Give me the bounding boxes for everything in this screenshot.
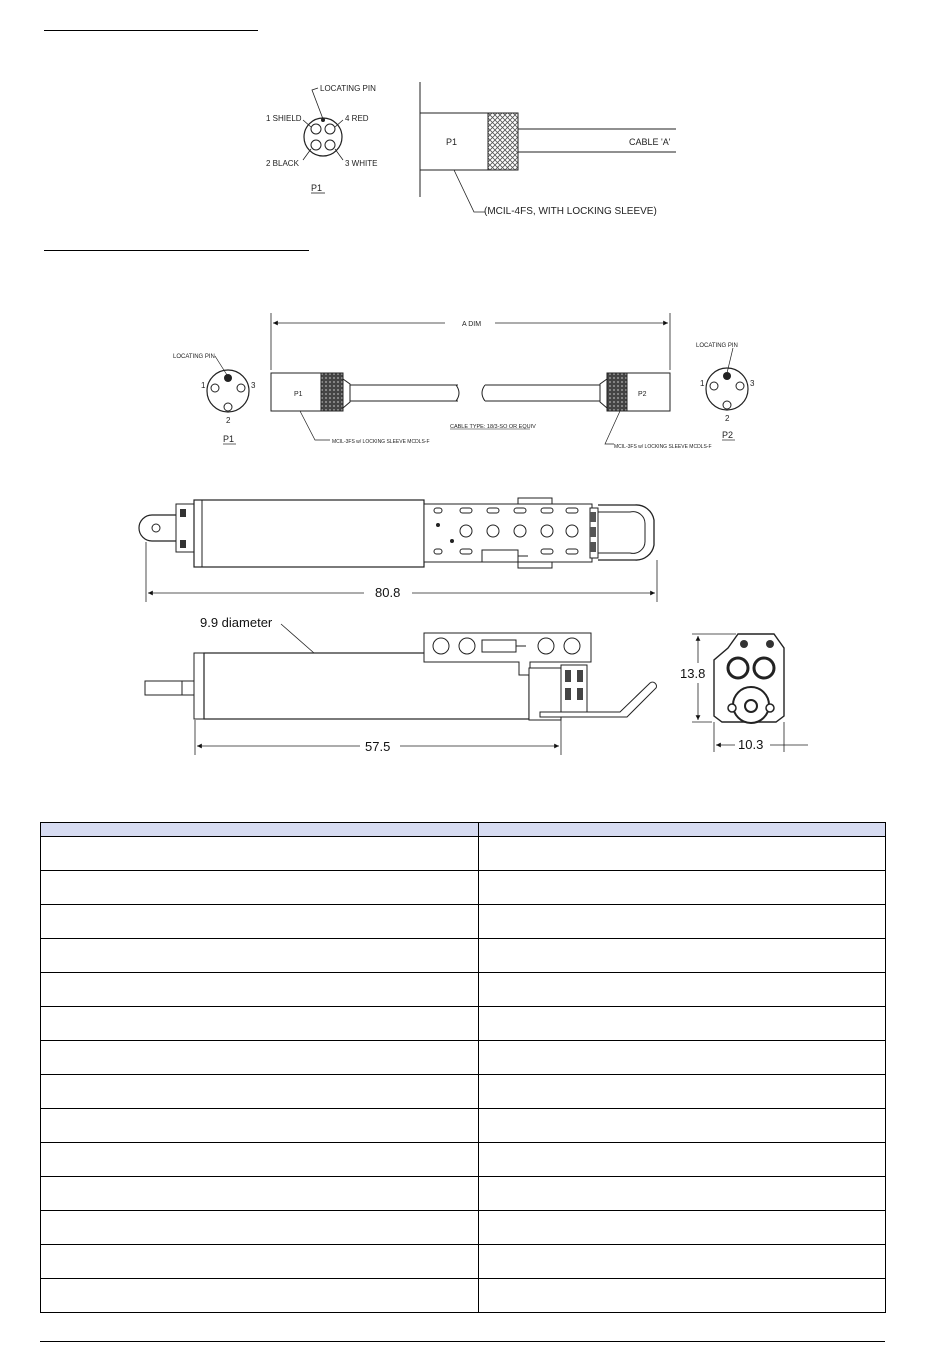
p2-right-label: P2 — [722, 430, 734, 440]
table-cell — [479, 1109, 886, 1143]
table-row — [41, 1177, 886, 1211]
height-label: 13.8 — [680, 666, 706, 681]
table-row — [41, 1109, 886, 1143]
table-cell — [479, 973, 886, 1007]
length-body-label: 57.5 — [365, 739, 391, 754]
diameter-label: 9.9 diameter — [200, 615, 273, 630]
table-cell — [41, 1007, 479, 1041]
length-total-label: 80.8 — [375, 585, 401, 600]
table-row — [41, 1075, 886, 1109]
locating-pin-left-label: LOCATING PIN — [173, 354, 215, 360]
pin1-left: 1 — [201, 381, 206, 390]
mcil-4fs-callout: (MCIL-4FS, WITH LOCKING SLEEVE) — [484, 206, 657, 217]
table-cell — [41, 1177, 479, 1211]
table-cell — [479, 871, 886, 905]
table-cell — [41, 1041, 479, 1075]
table-cell — [479, 1075, 886, 1109]
table-cell — [479, 1177, 886, 1211]
table-row — [41, 1245, 886, 1279]
probe-side-view — [145, 624, 656, 720]
table-row — [41, 905, 886, 939]
table-cell — [479, 1143, 886, 1177]
cable-a-plug — [420, 82, 676, 212]
footer-rule — [40, 1341, 885, 1342]
table-cell — [479, 1211, 886, 1245]
pin2-left: 2 — [226, 416, 231, 425]
cable-type-label: CABLE TYPE: 18/3-SO OR EQUIV — [450, 424, 536, 430]
table-cell — [41, 1279, 479, 1313]
table-row — [41, 1143, 886, 1177]
connector-3pin-face-left — [207, 356, 249, 444]
table-header-row — [41, 823, 886, 837]
pin3-right: 3 — [750, 379, 755, 388]
table-cell — [41, 1143, 479, 1177]
table-cell — [479, 1245, 886, 1279]
table-cell — [479, 939, 886, 973]
table-cell — [41, 939, 479, 973]
a-dim-label: A DIM — [462, 321, 482, 328]
table-row — [41, 973, 886, 1007]
cable-3pin-plugs — [271, 373, 670, 444]
table-row — [41, 1007, 886, 1041]
pin4-label: 4 RED — [345, 114, 369, 123]
table-cell — [479, 1279, 886, 1313]
table-cell — [41, 837, 479, 871]
plug-right-label: P2 — [638, 391, 647, 398]
table-row — [41, 1279, 886, 1313]
plug-left-label: P1 — [294, 391, 303, 398]
table-header-cell — [41, 823, 479, 837]
table-cell — [479, 905, 886, 939]
cable-a-label: CABLE 'A' — [629, 137, 671, 147]
connector-3pin-face-right — [706, 348, 748, 440]
plug-p1-label: P1 — [446, 137, 458, 147]
table-header-cell — [479, 823, 886, 837]
table-cell — [479, 1041, 886, 1075]
pin3-label: 3 WHITE — [345, 159, 378, 168]
connector-4pin-face — [303, 88, 343, 193]
pin2-label: 2 BLACK — [266, 159, 299, 168]
pin1-label: 1 SHIELD — [266, 114, 302, 123]
table-row — [41, 1041, 886, 1075]
table-cell — [41, 1109, 479, 1143]
width-label: 10.3 — [738, 737, 764, 752]
pin1-right: 1 — [700, 379, 705, 388]
probe-top-view — [139, 498, 654, 568]
pin2-right: 2 — [725, 414, 730, 423]
table-cell — [41, 871, 479, 905]
table-cell — [41, 973, 479, 1007]
specifications-table — [40, 822, 886, 1313]
table-cell — [41, 905, 479, 939]
locating-pin-right-label: LOCATING PIN — [696, 343, 738, 349]
table-cell — [41, 1211, 479, 1245]
mcil-3fs-left-callout: MCIL-3FS w/ LOCKING SLEEVE MCDLS-F — [332, 439, 430, 445]
table-cell — [41, 1075, 479, 1109]
table-row — [41, 837, 886, 871]
table-row — [41, 939, 886, 973]
connector-p1-label: P1 — [311, 183, 323, 193]
probe-end-view — [714, 634, 784, 723]
table-cell — [479, 1007, 886, 1041]
table-row — [41, 1211, 886, 1245]
table-cell — [479, 837, 886, 871]
table-row — [41, 871, 886, 905]
locating-pin-label: LOCATING PIN — [320, 84, 376, 93]
mcil-3fs-right-callout: MCIL-3FS w/ LOCKING SLEEVE MCDLS-F — [614, 444, 712, 450]
table-cell — [41, 1245, 479, 1279]
p1-left-label: P1 — [223, 434, 235, 444]
pin3-left: 3 — [251, 381, 256, 390]
